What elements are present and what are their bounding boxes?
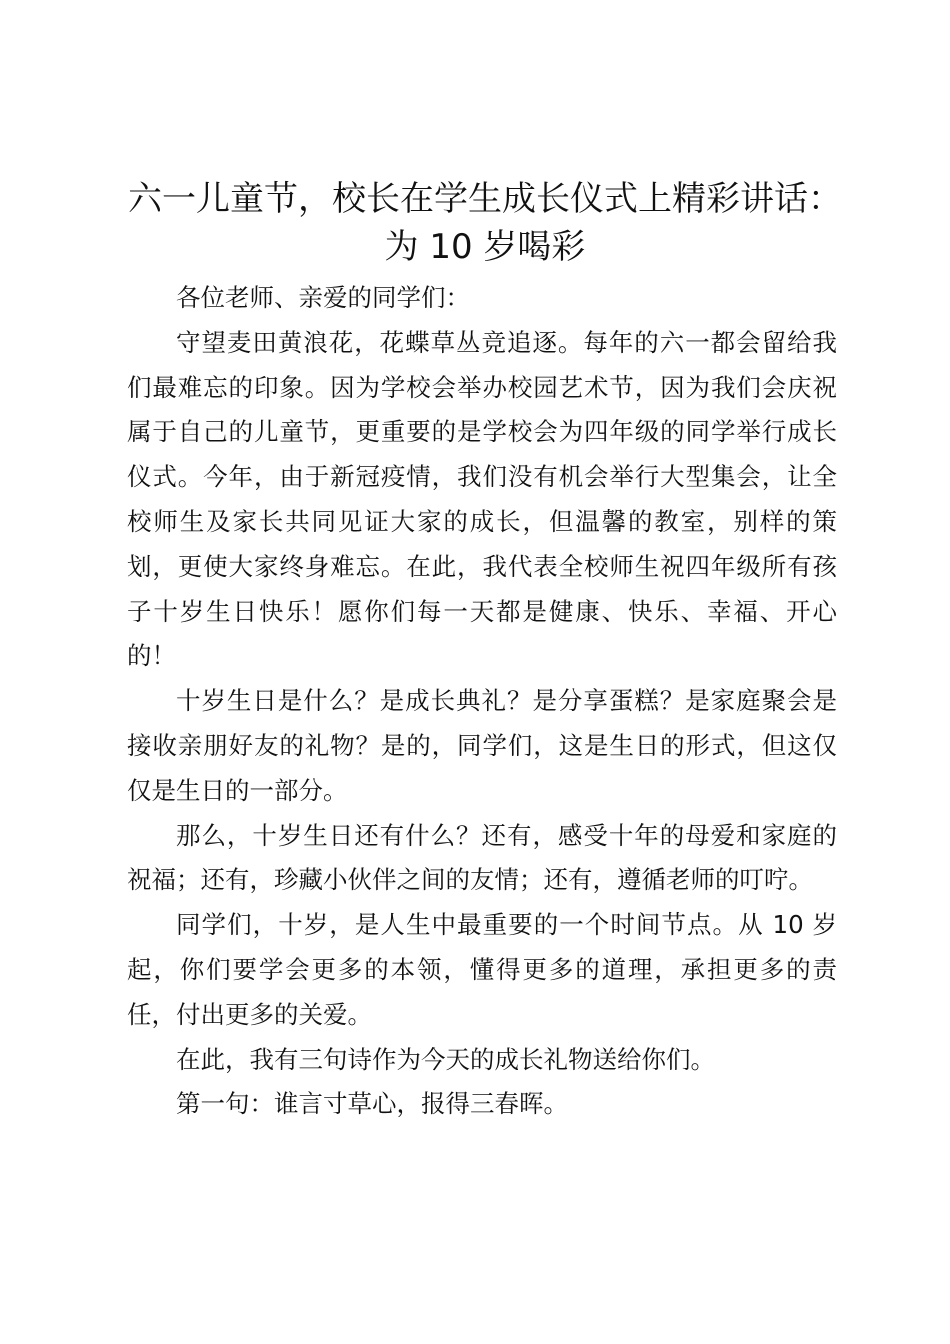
document-title-line-2: 为 10 岁喝彩 xyxy=(384,227,586,267)
body-paragraph: 十岁生日是什么？是成长典礼？是分享蛋糕？是家庭聚会是接收亲朋好友的礼物？是的，同学们，这是生日的形式，但这仅仅是生日的一部分。 xyxy=(127,686,837,805)
body-paragraph: 第一句：谁言寸草心，报得三春晖。 xyxy=(176,1089,568,1119)
document-body xyxy=(127,276,837,1127)
body-paragraph: 守望麦田黄浪花，花蝶草丛竞追逐。每年的六一都会留给我们最难忘的印象。因为学校会举办校园艺术节，因为我们会庆祝属于自己的儿童节，更重要的是学校会为四年级的同学举行成长仪式。今年，由于新冠疫情，我们没有机会举行大型集会，让全校师生及家长共同见证大家的成长，但温馨的教室，别样的策划，更使大家终身难忘。在此，我代表全校师生祝四年级所有孩子十岁生日快乐！愿你们每一天都是健康、快乐、幸福、开心的！ xyxy=(127,327,837,671)
body-paragraph: 同学们，十岁，是人生中最重要的一个时间节点。从 10 岁起，你们要学会更多的本领，懂得更多的道理，承担更多的责任，付出更多的关爱。 xyxy=(127,910,837,1029)
salutation-paragraph: 各位老师、亲爱的同学们： xyxy=(176,283,470,312)
body-paragraph: 在此，我有三句诗作为今天的成长礼物送给你们。 xyxy=(176,1044,715,1074)
body-paragraph: 那么，十岁生日还有什么？还有，感受十年的母爱和家庭的祝福；还有，珍藏小伙伴之间的友情；还有，遵循老师的叮咛。 xyxy=(127,820,837,895)
document-title-line-1: 六一儿童节，校长在学生成长仪式上精彩讲话： xyxy=(128,179,842,219)
